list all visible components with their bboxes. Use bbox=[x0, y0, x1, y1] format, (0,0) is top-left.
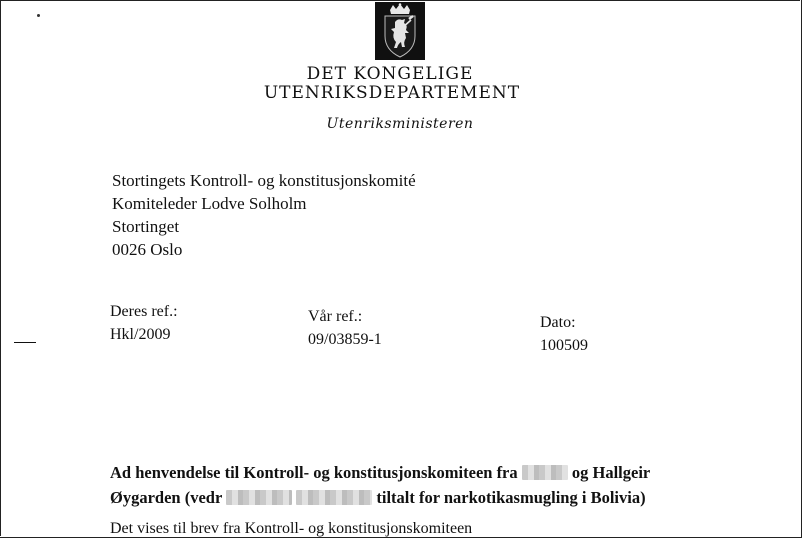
redacted-name bbox=[522, 465, 568, 480]
ministry-title: Utenriksministeren bbox=[326, 116, 474, 132]
their-reference-value: Hkl/2009 bbox=[110, 326, 171, 343]
their-reference-label: Deres ref.: bbox=[110, 303, 178, 320]
subject-heading bbox=[110, 460, 730, 510]
redacted-first-name bbox=[226, 490, 292, 505]
subject-text-2: og Hallgeir bbox=[571, 463, 651, 482]
subject-text-4: tiltalt for narkotikasmugling i Bolivia) bbox=[376, 488, 646, 507]
department-name-line1: DET KONGELIGE bbox=[306, 64, 474, 84]
subject-text-3: Øygarden (vedr bbox=[110, 488, 222, 507]
our-reference-label: Vår ref.: bbox=[308, 308, 363, 325]
department-name-line2: UTENRIKSDEPARTEMENT bbox=[263, 83, 521, 103]
body-first-line: Det vises til brev fra Kontroll- og konstitusjonskomiteen bbox=[110, 520, 473, 537]
recipient-line-committee: Stortingets Kontroll- og konstitusjonskomité bbox=[112, 171, 416, 190]
recipient-line-institution: Stortinget bbox=[112, 217, 180, 236]
date-label: Dato: bbox=[540, 314, 576, 331]
redacted-last-name bbox=[296, 490, 372, 505]
our-reference-value: 09/03859-1 bbox=[308, 331, 382, 348]
recipient-line-postcode: 0026 Oslo bbox=[112, 240, 183, 259]
recipient-line-chair: Komiteleder Lodve Solholm bbox=[112, 194, 307, 213]
scan-speck bbox=[37, 14, 40, 17]
coat-of-arms-icon bbox=[375, 2, 425, 60]
date-value: 100509 bbox=[540, 337, 588, 354]
fold-mark bbox=[14, 342, 36, 343]
subject-text-1: Ad henvendelse til Kontroll- og konstitusjonskomiteen fra bbox=[110, 463, 518, 482]
